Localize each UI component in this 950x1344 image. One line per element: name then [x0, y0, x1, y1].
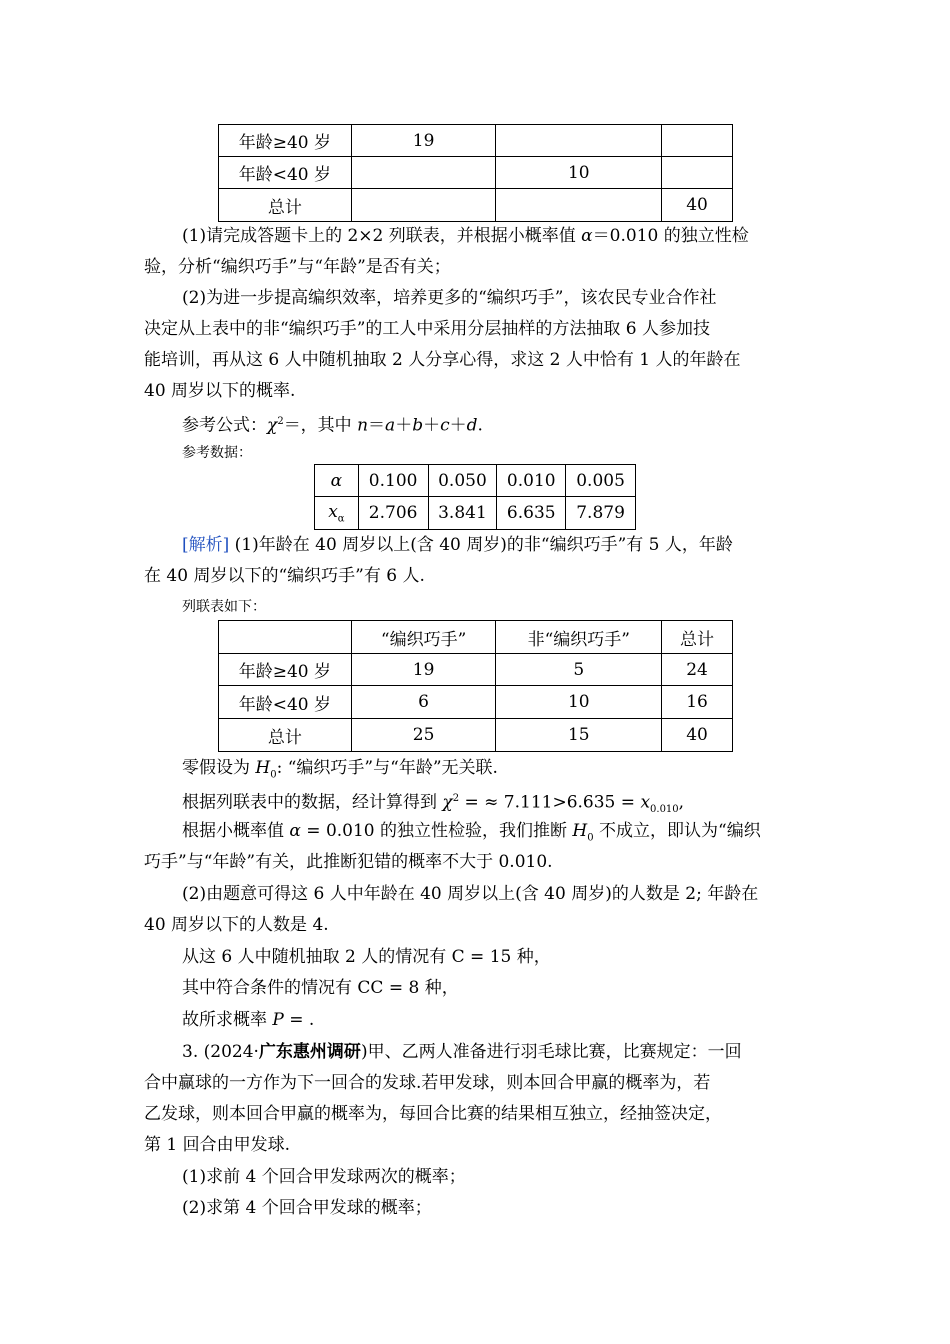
table-cell: 0.100: [358, 465, 428, 497]
math-b: b: [412, 415, 424, 436]
table-row: [219, 719, 733, 752]
table-cell: 40: [662, 719, 733, 752]
table-cell: [351, 189, 496, 222]
math-sub: α: [337, 513, 345, 525]
chi-square-calculation: [182, 788, 812, 821]
conclusion-line: [182, 820, 812, 849]
table-cell: 6.635: [497, 497, 566, 530]
text: ＋: [395, 415, 413, 436]
text: ,: [678, 792, 685, 813]
math-h: H: [572, 821, 588, 841]
text: 根据小概率值: [182, 821, 290, 841]
table-row: [315, 465, 636, 497]
question-2-line: 能培训，再从这 6 人中随机抽取 2 人分享心得，求这 2 人中恰有 1 人的年龄在: [144, 350, 741, 370]
null-hypothesis: [182, 757, 812, 786]
text: 不成立，即认为“编织: [593, 821, 761, 841]
reference-data-label: 参考数据：: [182, 445, 252, 461]
table-row: [315, 497, 636, 530]
table-cell: 19: [351, 125, 496, 157]
text: (1)请完成答题卡上的 2×2 列联表，并根据小概率值: [182, 226, 582, 246]
table-row: [219, 686, 733, 719]
table-label: 列联表如下：: [182, 599, 266, 615]
table-cell: 年龄≥40 岁: [219, 125, 352, 157]
contingency-table-partial: [218, 124, 733, 222]
reference-data-table: [314, 464, 636, 530]
table-cell: 3.841: [428, 497, 497, 530]
text: )甲、乙两人准备进行羽毛球比赛，比赛规定：一回: [360, 1042, 742, 1062]
table-cell: 16: [662, 686, 733, 719]
question-2-line: (2)为进一步提高编织效率，培养更多的“编织巧手”，该农民专业合作社: [182, 288, 717, 308]
table-header-cell: 非“编织巧手”: [496, 621, 662, 654]
table-cell: 25: [351, 719, 496, 752]
question-3-line: 第 1 回合由甲发球.: [144, 1135, 291, 1155]
table-header-row: [219, 621, 733, 654]
question-1-line: [182, 225, 812, 247]
question-3-line: [182, 1041, 812, 1063]
table-cell: 6: [351, 686, 496, 719]
part-2-line: (2)由题意可得这 6 人中年龄在 40 周岁以上(含 40 周岁)的人数是 2; 年龄在: [182, 884, 759, 904]
question-1-line: 验，分析“编织巧手”与“年龄”是否有关；: [144, 257, 451, 277]
text: 参考公式：: [182, 415, 267, 436]
table-cell: 0.050: [428, 465, 497, 497]
conclusion-line: 巧手”与“年龄”有关，此推断犯错的概率不大于 0.010.: [144, 852, 553, 872]
question-3-line: 乙发球，则本回合甲赢的概率为，每回合比赛的结果相互独立，经抽签决定，: [144, 1104, 722, 1124]
contingency-table-full: [218, 620, 733, 752]
math-x: x: [328, 501, 338, 522]
math-alpha: α: [289, 821, 301, 841]
text: = ≈ 7.111>6.635 =: [459, 792, 641, 813]
table-cell: [315, 497, 359, 530]
table-cell: 2.706: [358, 497, 428, 530]
table-cell: [315, 465, 359, 497]
table-cell: 年龄<40 岁: [219, 686, 352, 719]
table-header-cell: “编织巧手”: [351, 621, 496, 654]
math-p: P: [272, 1010, 284, 1030]
part-2-line: 40 周岁以下的人数是 4.: [144, 915, 329, 935]
math-c: c: [440, 415, 450, 436]
table-cell: 19: [351, 654, 496, 686]
text: .: [477, 415, 483, 436]
text: 3. (2024·: [182, 1042, 259, 1062]
math-h: H: [255, 758, 271, 778]
table-cell: 年龄<40 岁: [219, 157, 352, 189]
math-alpha: α: [581, 226, 593, 246]
question-source: 广东惠州调研: [258, 1042, 361, 1062]
table-row: [219, 189, 733, 222]
solution-line: 在 40 周岁以下的“编织巧手”有 6 人.: [144, 566, 425, 586]
part-2-line: 其中符合条件的情况有 CC = 8 种，: [182, 978, 459, 998]
table-cell: [662, 157, 733, 189]
text: ＝: [368, 415, 386, 436]
text: ＝，其中: [283, 415, 358, 436]
table-cell: 总计: [219, 719, 352, 752]
solution-tag: [解析]: [182, 535, 230, 555]
table-cell: [662, 125, 733, 157]
math-a: a: [385, 415, 396, 436]
text: = .: [283, 1010, 315, 1030]
text: = 0.010 的独立性检验，我们推断: [300, 821, 573, 841]
table-cell: 15: [496, 719, 662, 752]
math-sub: 0: [587, 832, 594, 844]
table-cell: [496, 189, 662, 222]
question-3-subquestion: (1)求前 4 个回合甲发球两次的概率；: [182, 1167, 466, 1187]
table-cell: 10: [496, 686, 662, 719]
math-alpha: α: [330, 470, 343, 491]
math-chi: χ: [267, 415, 278, 436]
part-2-line: [182, 1009, 812, 1031]
table-cell: 0.005: [566, 465, 636, 497]
text: 根据列联表中的数据，经计算得到: [182, 792, 443, 813]
reference-formula: [182, 411, 812, 437]
table-header-cell: 总计: [662, 621, 733, 654]
table-cell: 年龄≥40 岁: [219, 654, 352, 686]
math-sup: 2: [452, 793, 460, 804]
text: ＋: [449, 415, 467, 436]
math-x: x: [640, 792, 651, 813]
solution-line: [182, 534, 812, 556]
question-2-line: 40 周岁以下的概率.: [144, 381, 296, 401]
text: : “编织巧手”与“年龄”无关联.: [276, 758, 498, 778]
text: ＝0.010 的独立性检: [592, 226, 749, 246]
math-d: d: [466, 415, 478, 436]
table-cell: 10: [496, 157, 662, 189]
table-cell: [351, 157, 496, 189]
table-cell: 总计: [219, 189, 352, 222]
table-cell: 24: [662, 654, 733, 686]
text: ＋: [423, 415, 441, 436]
text: 零假设为: [182, 758, 256, 778]
table-row: [219, 157, 733, 189]
question-2-line: 决定从上表中的非“编织巧手”的工人中采用分层抽样的方法抽取 6 人参加技: [144, 319, 711, 339]
part-2-line: 从这 6 人中随机抽取 2 人的情况有 C = 15 种，: [182, 947, 551, 967]
math-sub: 0.010: [650, 804, 679, 816]
question-3-subquestion: (2)求第 4 个回合甲发球的概率；: [182, 1198, 432, 1218]
table-row: [219, 125, 733, 157]
math-chi: χ: [442, 792, 453, 813]
math-sub: 0: [270, 769, 277, 781]
table-row: [219, 654, 733, 686]
math-n: n: [357, 415, 369, 436]
math-sup: 2: [277, 416, 284, 427]
table-cell: [496, 125, 662, 157]
table-cell: 5: [496, 654, 662, 686]
table-cell: 40: [662, 189, 733, 222]
table-cell: 7.879: [566, 497, 636, 530]
text: 故所求概率: [182, 1010, 273, 1030]
table-cell: 0.010: [497, 465, 566, 497]
text: (1)年龄在 40 周岁以上(含 40 周岁)的非“编织巧手”有 5 人，年龄: [229, 535, 733, 555]
question-3-line: 合中赢球的一方作为下一回合的发球.若甲发球，则本回合甲赢的概率为，若: [144, 1073, 711, 1093]
table-header-cell: [219, 621, 352, 654]
